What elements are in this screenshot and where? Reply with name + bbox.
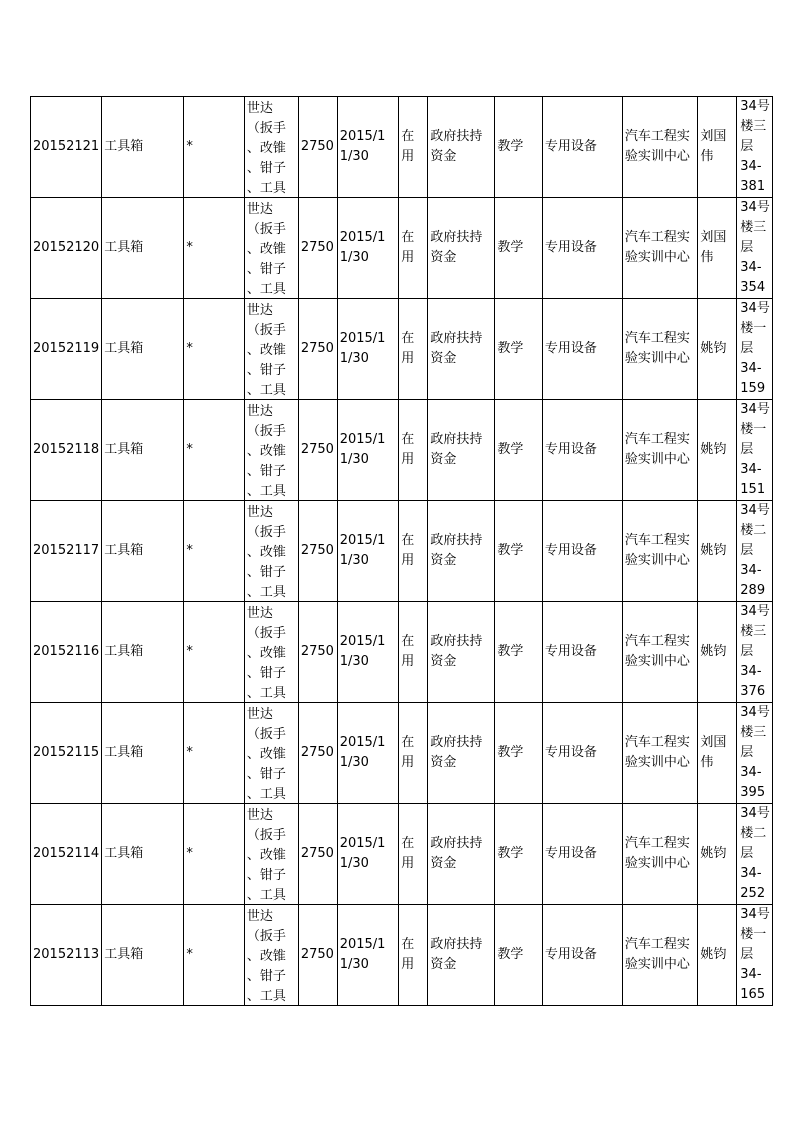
- location-line: 楼二: [740, 826, 767, 841]
- location-line: 层: [740, 442, 754, 457]
- location-line: 层: [740, 139, 754, 154]
- location-line: 376: [740, 684, 766, 699]
- table-row: [31, 97, 773, 198]
- location-line: 34-: [740, 462, 762, 477]
- asset-type-cell: 专用设备: [542, 198, 622, 299]
- asset-location-cell: [737, 602, 773, 703]
- location-line: 34-: [740, 866, 762, 881]
- asset-use-cell: 教学: [495, 501, 543, 602]
- brand-line: 、工具: [246, 989, 286, 1003]
- brand-line: 世达: [246, 909, 273, 924]
- brand-line: 、钳子: [246, 161, 286, 176]
- table-row: [31, 804, 773, 905]
- brand-line: 、工具: [246, 181, 286, 195]
- asset-spec-cell: *: [184, 602, 244, 703]
- asset-fund-cell: 政府扶持资金: [428, 804, 495, 905]
- location-line: 楼二: [740, 523, 767, 538]
- brand-line: 、改锥: [246, 242, 286, 257]
- asset-name-cell: 工具箱: [102, 703, 184, 804]
- asset-status-cell: 在用: [399, 299, 428, 400]
- asset-date-cell: 2015/11/30: [337, 97, 399, 198]
- location-line: 381: [740, 179, 766, 194]
- brand-line: （扳手: [246, 525, 286, 540]
- asset-type-cell: 专用设备: [542, 602, 622, 703]
- asset-dept-cell: 汽车工程实验实训中心: [622, 198, 698, 299]
- location-line: 354: [740, 280, 766, 295]
- brand-line: 、钳子: [246, 565, 286, 580]
- asset-dept-cell: 汽车工程实验实训中心: [622, 602, 698, 703]
- asset-use-cell: 教学: [495, 703, 543, 804]
- brand-line: （扳手: [246, 424, 286, 439]
- brand-line: 、钳子: [246, 767, 286, 782]
- asset-id-cell: 20152121: [31, 97, 102, 198]
- location-line: 34号: [740, 402, 770, 417]
- asset-price-cell: 2750: [298, 198, 337, 299]
- asset-spec-cell: *: [184, 501, 244, 602]
- brand-line: 、钳子: [246, 868, 286, 883]
- table-row: [31, 602, 773, 703]
- asset-user-cell: 姚钧: [698, 501, 737, 602]
- asset-use-cell: 教学: [495, 400, 543, 501]
- location-line: 159: [740, 381, 766, 396]
- asset-date-cell: 2015/11/30: [337, 400, 399, 501]
- asset-spec-cell: *: [184, 97, 244, 198]
- table-row: [31, 905, 773, 1006]
- asset-user-cell: 姚钧: [698, 804, 737, 905]
- asset-use-cell: 教学: [495, 804, 543, 905]
- brand-line: 世达: [246, 303, 273, 318]
- asset-status-cell: 在用: [399, 905, 428, 1006]
- table-row: [31, 198, 773, 299]
- asset-spec-cell: *: [184, 299, 244, 400]
- asset-brand-cell: [244, 97, 298, 198]
- location-line: 34号: [740, 99, 770, 114]
- asset-price-cell: 2750: [298, 703, 337, 804]
- brand-line: 、钳子: [246, 464, 286, 479]
- location-line: 395: [740, 785, 766, 800]
- location-line: 楼三: [740, 624, 767, 639]
- location-line: 34-: [740, 260, 762, 275]
- asset-price-cell: 2750: [298, 97, 337, 198]
- asset-name-cell: 工具箱: [102, 97, 184, 198]
- asset-name-cell: 工具箱: [102, 400, 184, 501]
- brand-line: 、改锥: [246, 545, 286, 560]
- asset-table: [30, 96, 773, 1006]
- asset-brand-cell: [244, 602, 298, 703]
- asset-type-cell: 专用设备: [542, 400, 622, 501]
- brand-line: 、改锥: [246, 949, 286, 964]
- asset-name-cell: 工具箱: [102, 905, 184, 1006]
- location-line: 楼一: [740, 422, 767, 437]
- brand-line: 、工具: [246, 282, 286, 296]
- asset-table-body: [31, 97, 773, 1006]
- asset-id-cell: 20152116: [31, 602, 102, 703]
- asset-name-cell: 工具箱: [102, 299, 184, 400]
- asset-location-cell: [737, 97, 773, 198]
- asset-spec-cell: *: [184, 198, 244, 299]
- asset-brand-cell: [244, 400, 298, 501]
- brand-line: 世达: [246, 606, 273, 621]
- asset-id-cell: 20152113: [31, 905, 102, 1006]
- asset-spec-cell: *: [184, 400, 244, 501]
- asset-brand-cell: [244, 501, 298, 602]
- brand-line: 、钳子: [246, 666, 286, 681]
- brand-line: 、改锥: [246, 141, 286, 156]
- asset-price-cell: 2750: [298, 602, 337, 703]
- asset-type-cell: 专用设备: [542, 905, 622, 1006]
- brand-line: （扳手: [246, 323, 286, 338]
- location-line: 34号: [740, 705, 770, 720]
- brand-line: 、工具: [246, 787, 286, 801]
- asset-id-cell: 20152115: [31, 703, 102, 804]
- location-line: 层: [740, 846, 754, 861]
- brand-line: 、工具: [246, 484, 286, 498]
- asset-fund-cell: 政府扶持资金: [428, 400, 495, 501]
- asset-date-cell: 2015/11/30: [337, 703, 399, 804]
- asset-location-cell: [737, 299, 773, 400]
- brand-line: 、工具: [246, 888, 286, 902]
- asset-spec-cell: *: [184, 905, 244, 1006]
- asset-status-cell: 在用: [399, 501, 428, 602]
- asset-date-cell: 2015/11/30: [337, 804, 399, 905]
- brand-line: 世达: [246, 404, 273, 419]
- brand-line: 世达: [246, 808, 273, 823]
- location-line: 层: [740, 240, 754, 255]
- asset-use-cell: 教学: [495, 602, 543, 703]
- asset-dept-cell: 汽车工程实验实训中心: [622, 97, 698, 198]
- asset-fund-cell: 政府扶持资金: [428, 905, 495, 1006]
- brand-line: 、钳子: [246, 969, 286, 984]
- asset-fund-cell: 政府扶持资金: [428, 501, 495, 602]
- location-line: 34-: [740, 563, 762, 578]
- asset-status-cell: 在用: [399, 97, 428, 198]
- asset-name-cell: 工具箱: [102, 198, 184, 299]
- brand-line: 世达: [246, 202, 273, 217]
- asset-name-cell: 工具箱: [102, 804, 184, 905]
- asset-use-cell: 教学: [495, 97, 543, 198]
- asset-fund-cell: 政府扶持资金: [428, 299, 495, 400]
- asset-fund-cell: 政府扶持资金: [428, 602, 495, 703]
- asset-type-cell: 专用设备: [542, 501, 622, 602]
- asset-id-cell: 20152117: [31, 501, 102, 602]
- asset-user-cell: 姚钧: [698, 400, 737, 501]
- asset-location-cell: [737, 400, 773, 501]
- asset-location-cell: [737, 804, 773, 905]
- asset-use-cell: 教学: [495, 905, 543, 1006]
- asset-price-cell: 2750: [298, 299, 337, 400]
- asset-brand-cell: [244, 703, 298, 804]
- location-line: 层: [740, 644, 754, 659]
- location-line: 34-: [740, 967, 762, 982]
- asset-location-cell: [737, 905, 773, 1006]
- asset-use-cell: 教学: [495, 299, 543, 400]
- asset-date-cell: 2015/11/30: [337, 501, 399, 602]
- asset-brand-cell: [244, 905, 298, 1006]
- brand-line: 、改锥: [246, 646, 286, 661]
- asset-price-cell: 2750: [298, 400, 337, 501]
- asset-brand-cell: [244, 804, 298, 905]
- brand-line: 、改锥: [246, 444, 286, 459]
- asset-dept-cell: 汽车工程实验实训中心: [622, 299, 698, 400]
- location-line: 楼三: [740, 725, 767, 740]
- asset-user-cell: 刘国伟: [698, 703, 737, 804]
- asset-type-cell: 专用设备: [542, 804, 622, 905]
- brand-line: （扳手: [246, 727, 286, 742]
- location-line: 34-: [740, 765, 762, 780]
- asset-user-cell: 刘国伟: [698, 198, 737, 299]
- asset-date-cell: 2015/11/30: [337, 198, 399, 299]
- brand-line: 世达: [246, 101, 273, 116]
- location-line: 34-: [740, 664, 762, 679]
- asset-dept-cell: 汽车工程实验实训中心: [622, 905, 698, 1006]
- asset-fund-cell: 政府扶持资金: [428, 97, 495, 198]
- brand-line: （扳手: [246, 929, 286, 944]
- location-line: 楼一: [740, 927, 767, 942]
- location-line: 34号: [740, 301, 770, 316]
- table-row: [31, 501, 773, 602]
- location-line: 层: [740, 341, 754, 356]
- asset-status-cell: 在用: [399, 198, 428, 299]
- asset-location-cell: [737, 703, 773, 804]
- location-line: 289: [740, 583, 766, 598]
- location-line: 165: [740, 987, 766, 1002]
- brand-line: （扳手: [246, 121, 286, 136]
- location-line: 楼三: [740, 119, 767, 134]
- asset-use-cell: 教学: [495, 198, 543, 299]
- asset-status-cell: 在用: [399, 804, 428, 905]
- asset-id-cell: 20152119: [31, 299, 102, 400]
- location-line: 层: [740, 543, 754, 558]
- asset-user-cell: 姚钧: [698, 905, 737, 1006]
- table-row: [31, 703, 773, 804]
- location-line: 34-: [740, 361, 762, 376]
- asset-status-cell: 在用: [399, 602, 428, 703]
- location-line: 34号: [740, 604, 770, 619]
- asset-type-cell: 专用设备: [542, 299, 622, 400]
- asset-price-cell: 2750: [298, 804, 337, 905]
- location-line: 34-: [740, 159, 762, 174]
- location-line: 34号: [740, 200, 770, 215]
- location-line: 楼一: [740, 321, 767, 336]
- asset-fund-cell: 政府扶持资金: [428, 198, 495, 299]
- asset-fund-cell: 政府扶持资金: [428, 703, 495, 804]
- location-line: 151: [740, 482, 766, 497]
- asset-status-cell: 在用: [399, 703, 428, 804]
- asset-user-cell: 姚钧: [698, 299, 737, 400]
- asset-dept-cell: 汽车工程实验实训中心: [622, 400, 698, 501]
- asset-user-cell: 刘国伟: [698, 97, 737, 198]
- brand-line: 世达: [246, 505, 273, 520]
- asset-id-cell: 20152114: [31, 804, 102, 905]
- brand-line: （扳手: [246, 828, 286, 843]
- asset-type-cell: 专用设备: [542, 703, 622, 804]
- asset-name-cell: 工具箱: [102, 501, 184, 602]
- location-line: 层: [740, 745, 754, 760]
- brand-line: 、钳子: [246, 363, 286, 378]
- asset-spec-cell: *: [184, 703, 244, 804]
- asset-brand-cell: [244, 299, 298, 400]
- brand-line: 、工具: [246, 383, 286, 397]
- asset-date-cell: 2015/11/30: [337, 602, 399, 703]
- asset-user-cell: 姚钧: [698, 602, 737, 703]
- asset-status-cell: 在用: [399, 400, 428, 501]
- location-line: 楼三: [740, 220, 767, 235]
- brand-line: 、改锥: [246, 747, 286, 762]
- asset-price-cell: 2750: [298, 905, 337, 1006]
- table-row: [31, 299, 773, 400]
- location-line: 34号: [740, 503, 770, 518]
- asset-dept-cell: 汽车工程实验实训中心: [622, 501, 698, 602]
- brand-line: （扳手: [246, 222, 286, 237]
- location-line: 层: [740, 947, 754, 962]
- asset-name-cell: 工具箱: [102, 602, 184, 703]
- asset-dept-cell: 汽车工程实验实训中心: [622, 804, 698, 905]
- location-line: 34号: [740, 907, 770, 922]
- asset-brand-cell: [244, 198, 298, 299]
- asset-location-cell: [737, 501, 773, 602]
- asset-type-cell: 专用设备: [542, 97, 622, 198]
- brand-line: 、改锥: [246, 343, 286, 358]
- brand-line: 、钳子: [246, 262, 286, 277]
- brand-line: 、工具: [246, 686, 286, 700]
- asset-price-cell: 2750: [298, 501, 337, 602]
- asset-location-cell: [737, 198, 773, 299]
- asset-date-cell: 2015/11/30: [337, 299, 399, 400]
- brand-line: （扳手: [246, 626, 286, 641]
- brand-line: 、工具: [246, 585, 286, 599]
- brand-line: 、改锥: [246, 848, 286, 863]
- location-line: 34号: [740, 806, 770, 821]
- brand-line: 世达: [246, 707, 273, 722]
- location-line: 252: [740, 886, 766, 901]
- asset-id-cell: 20152120: [31, 198, 102, 299]
- asset-spec-cell: *: [184, 804, 244, 905]
- table-row: [31, 400, 773, 501]
- asset-date-cell: 2015/11/30: [337, 905, 399, 1006]
- asset-dept-cell: 汽车工程实验实训中心: [622, 703, 698, 804]
- asset-id-cell: 20152118: [31, 400, 102, 501]
